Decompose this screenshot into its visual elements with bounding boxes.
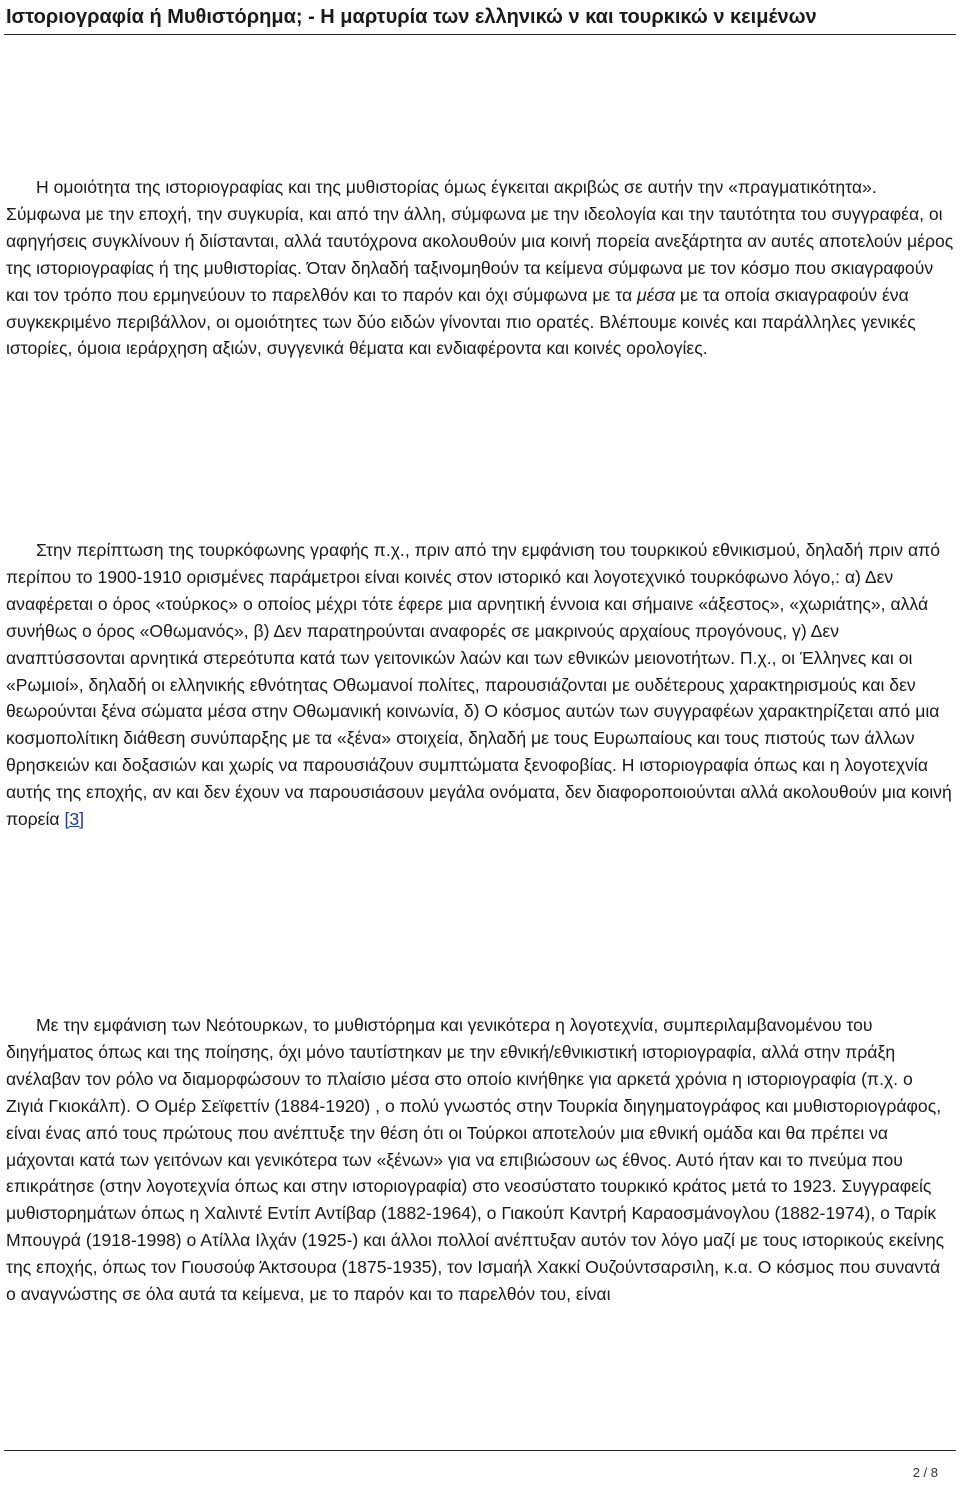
paragraph-text: με τα οποία σκιαγραφούν ένα συγκεκριμένο περιβάλλον, οι ομοιότητες των δύο ειδών γίνονται πιο ορατές. Βλέπουμε κοινές και παράλληλες γενικές ιστορίες, όμοια ιεράρχηση αξιών, συγγενικά θέματα και ενδιαφέροντα και κοινές ορολογίες. [6,284,916,359]
paragraph-text: Με την εμφάνιση των Νεότουρκων, το μυθιστόρημα και γενικότερα η λογοτεχνία, συμπεριλαμβανομένου του διηγήματος όπως και της ποίησης, όχι μόνο ταυτίστηκαν με την εθνική/εθνικιστική ιστοριογραφία, αλλά στην πράξη ανέλαβαν τον ρόλο να διαμορφώσουν το πλαίσιο μέσα στο οποίο κινήθηκε για αρκετά χρόνια η ιστοριογραφία (π.χ. ο Ζιγιά Γκιοκάλπ). Ο Ομέρ Σεϊφεττίν (1884-1920) , ο πολύ γνωστός στην Τουρκία διηγηματογράφος και μυθιστοριογράφος, είναι ένας από τους πρώτους που ανέπτυξε την θέση ότι οι Τούρκοι αποτελούν μια εθνική ομάδα και θα πρέπει να μάχονται κατά των γειτόνων και γενικότερα των «ξένων» για να επιβιώσουν ως έθνος. Αυτό ήταν και το πνεύμα που επικράτησε (στην λογοτεχνία όπως και στην ιστοριογραφία) στο νεοσύστατο τουρκικό κράτος μετά το 1923. Συγγραφείς μυθιστορημάτων όπως η Χαλιντέ Εντίπ Αντίβαρ (1882-1964), ο Γιακούπ Καντρή Καραοσμάνογλου (1882-1974), ο Ταρίκ Μπουγρά (1918-1998) ο Ατίλλα Ιλχάν (1925-) και άλλοι πολλοί ανέπτυξαν αυτόν τον λόγο μαζί με τους ιστορικούς εκείνης της εποχής, όπως τον Γιουσούφ Άκτσουρα (1875-1935), τον Ισμαήλ Χακκί Ουζούντσαρσιλη, κ.α. Ο κόσμος που συναντά ο αναγνώστης σε όλα αυτά τα κείμενα, με το παρόν και το παρελθόν του, είναι [6,1015,945,1305]
document-title: Ιστοριογραφία ή Μυθιστόρημα; - Η μαρτυρία των ελληνικώ ν και τουρκικώ ν κειμένων [6,6,817,28]
paragraph-text: Η ομοιότητα της ιστοριογραφίας και της μυθιστορίας όμως έγκειται ακριβώς σε αυτήν την «πραγματικότητα». Σύμφωνα με την εποχή, την συγκυρία, και από την άλλη, σύμφωνα με την ιδεολογία και την ταυτότητα του συγγραφέα, οι αφηγήσεις συγκλίνουν ή διίστανται, αλλά ταυτόχρονα ακολουθούν μια κοινή πορεία ανεξάρτητα αν αυτές αποτελούν μέρος της ιστοριογραφίας ή της μυθιστορίας. Όταν δηλαδή ταξινομηθούν τα κείμενα σύμφωνα με τον κόσμο που σκιαγραφούν και τον τρόπο που ερμηνεύουν το παρελθόν και το παρόν και όχι σύμφωνα με τα [6,177,954,305]
emphasized-word: μέσα [637,284,676,305]
header-divider [4,34,956,35]
page-number: 2 / 8 [912,1465,938,1480]
footnote-link[interactable]: [3] [64,809,85,830]
paragraph-turkish-writing [6,537,954,833]
paragraph-text: Στην περίπτωση της τουρκόφωνης γραφής π.χ., πριν από την εμφάνιση του τουρκικού εθνικισμού, δηλαδή πριν από περίπου το 1900-1910 ορισμένες παράμετροι είναι κοινές στον ιστορικό και λογοτεχνικό τουρκόφωνο λόγο,: α) Δεν αναφέρεται ο όρος «τούρκος» ο οποίος μέχρι τότε έφερε μια αρνητική έννοια και σήμαινε «άξεστος», «χωριάτης», αλλά συνήθως ο όρος «Οθωμανός», β) Δεν παρατηρούνται αναφορές σε μακρινούς αρχαίους προγόνους, γ) Δεν αναπτύσσονται αρνητικά στερεότυπα κατά των γειτονικών λαών και των εθνικών μειονοτήτων. Π.χ., οι Έλληνες και οι «Ρωμιοί», δηλαδή οι ελληνικής εθνότητας Οθωμανοί πολίτες, παρουσιάζονται με ουδέτερους χαρακτηρισμούς και δεν θεωρούνται ξένα σώματα μέσα στην Οθωμανική κοινωνία, δ) Ο κόσμος αυτών των συγγραφέων χαρακτηρίζεται από μια κοσμοπολίτικη διάθεση συνύπαρξης με τα «ξένα» στοιχεία, δηλαδή με τους Ευρωπαίους και τους πιστούς των άλλων θρησκειών και δοξασιών και χωρίς να παρουσιάζουν συμπτώματα ξενοφοβίας. Η ιστοριογραφία όπως και η λογοτεχνία αυτής της εποχής, αν και δεν έχουν να παρουσιάσουν μεγάλα ονόματα, δεν διαφοροποιούνται αλλά ακολουθούν μια κοινή πορεία [6,540,952,830]
footer-divider [4,1450,956,1451]
paragraph-young-turks [6,1012,954,1308]
paragraph-similarity [6,174,954,362]
